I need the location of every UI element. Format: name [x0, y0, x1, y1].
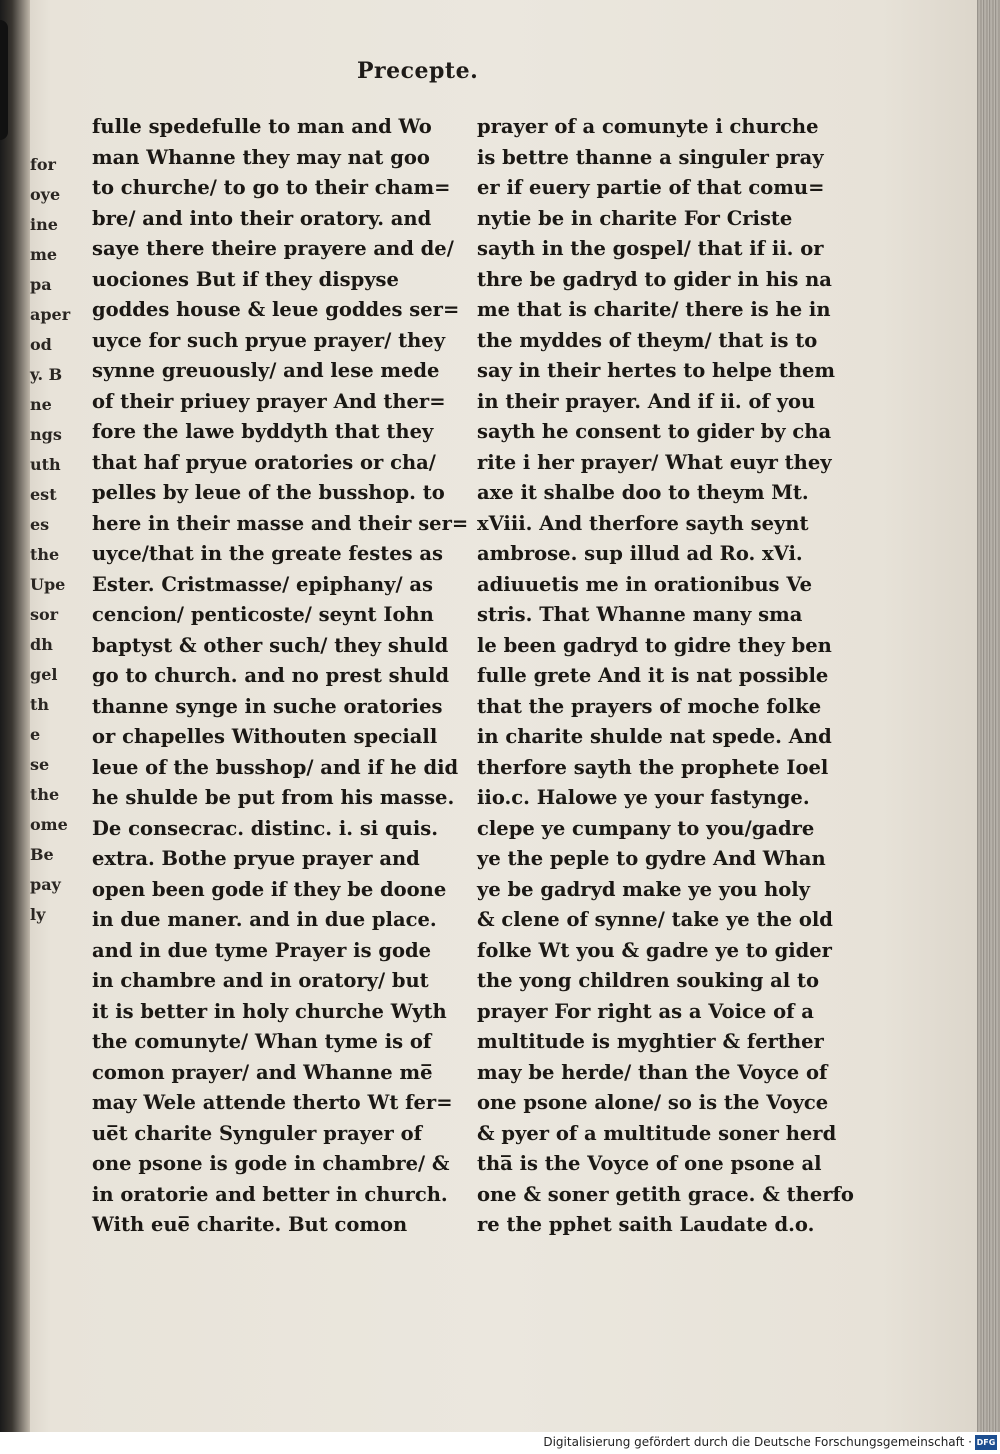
text-line: me that is charite/ there is he in: [477, 298, 831, 321]
text-line: Ester. Cristmasse/ epiphany/ as: [92, 572, 433, 596]
text-line: extra. Bothe pryue prayer and: [92, 847, 420, 870]
footer-bar: [0, 1432, 1000, 1454]
text-line: fulle spedefulle to man and Wo: [92, 115, 432, 138]
binding-shadow: [0, 20, 8, 140]
text-line: say in their hertes to helpe them: [477, 359, 836, 382]
text-line: one psone is gode in chambre/ &: [92, 1152, 450, 1175]
bleed-fragment: es: [30, 515, 50, 534]
text-line: ye be gadryd make ye you holy: [477, 877, 811, 901]
text-line: xViii. And therfore sayth seynt: [477, 511, 809, 535]
text-line: bre/ and into their oratory. and: [92, 206, 432, 230]
text-line: tha̅ is the Voyce of one psone al: [477, 1152, 822, 1175]
text-line: cencion/ penticoste/ seynt Iohn: [92, 603, 434, 626]
bleed-fragment: oye: [30, 185, 61, 204]
bleed-fragment: gel: [30, 665, 58, 684]
text-line: in due maner. and in due place.: [92, 908, 437, 931]
text-line: De consecrac. distinc. i. si quis.: [92, 816, 438, 840]
text-line: go to church. and no prest shuld: [92, 664, 450, 687]
book-page: [22, 0, 977, 1432]
text-line: prayer For right as a Voice of a: [477, 999, 814, 1023]
bleed-fragment: est: [30, 485, 57, 504]
text-line: comon prayer/ and Whanne me̅: [92, 1060, 433, 1084]
text-line: man Whanne they may nat goo: [92, 145, 430, 169]
text-line: re the pphet saith Laudate d.o.: [477, 1213, 815, 1236]
text-line: adiuuetis me in orationibus Ve: [477, 572, 813, 596]
bleed-fragment: ome: [30, 815, 68, 834]
text-line: thanne synge in suche oratories: [92, 694, 443, 718]
text-line: it is better in holy churche Wyth: [92, 999, 447, 1023]
facing-page-bleed: [30, 150, 71, 930]
text-line: uyce/that in the greate festes as: [92, 542, 443, 565]
text-line: of their priuey prayer And ther=: [92, 389, 446, 413]
text-column-right: [477, 112, 857, 1241]
bleed-fragment: me: [30, 245, 58, 264]
text-column-left: [92, 112, 472, 1241]
text-line: le been gadryd to gidre they ben: [477, 633, 832, 657]
bleed-fragment: sor: [30, 605, 59, 624]
bleed-fragment: ngs: [30, 425, 62, 444]
bleed-fragment: y. B: [30, 365, 63, 384]
text-line: the myddes of theym/ that is to: [477, 328, 818, 352]
text-line: and in due tyme Prayer is gode: [92, 938, 432, 962]
text-line: er if euery partie of that comu=: [477, 176, 825, 199]
text-line: rite i her prayer/ What euyr they: [477, 450, 832, 474]
bleed-fragment: uth: [30, 455, 61, 474]
text-line: uociones But if they dispyse: [92, 267, 399, 291]
bleed-fragment: pa: [30, 275, 52, 294]
text-line: goddes house & leue goddes ser=: [92, 298, 460, 321]
text-line: With eue̅ charite. But comon: [92, 1213, 408, 1236]
text-line: ambrose. sup illud ad Ro. xVi.: [477, 542, 803, 565]
text-line: that the prayers of moche folke: [477, 694, 822, 718]
text-line: fulle grete And it is nat possible: [477, 664, 829, 687]
text-line: in oratorie and better in church.: [92, 1182, 448, 1206]
text-line: he shulde be put from his masse.: [92, 786, 455, 809]
footer-credit: Digitalisierung gefördert durch die Deutsche Forschungsgemeinschaft ·: [543, 1435, 972, 1449]
text-line: in charite shulde nat spede. And: [477, 725, 832, 748]
text-line: multitude is myghtier & ferther: [477, 1030, 824, 1053]
bleed-fragment: e: [30, 725, 41, 744]
text-line: here in their masse and their ser=: [92, 511, 469, 535]
bleed-fragment: for: [30, 155, 56, 174]
bleed-fragment: aper: [30, 305, 71, 324]
text-line: the comunyte/ Whan tyme is of: [92, 1030, 432, 1053]
bleed-fragment: ly: [30, 905, 46, 924]
text-line: uyce for such pryue prayer/ they: [92, 328, 446, 352]
text-line: axe it shalbe doo to theym Mt.: [477, 481, 809, 504]
text-line: that haf pryue oratories or cha/: [92, 450, 436, 474]
text-line: pelles by leue of the busshop. to: [92, 481, 445, 504]
text-line: open been gode if they be doone: [92, 877, 447, 901]
bleed-fragment: od: [30, 335, 52, 354]
text-line: baptyst & other such/ they shuld: [92, 633, 449, 657]
text-line: stris. That Whanne many sma: [477, 603, 803, 626]
bleed-fragment: Be: [30, 845, 54, 864]
page-block-edge: [977, 0, 1000, 1432]
bleed-fragment: th: [30, 695, 50, 714]
text-line: may Wele attende therto Wt fer=: [92, 1091, 453, 1114]
text-line: synne greuously/ and lese mede: [92, 359, 440, 382]
text-line: in their prayer. And if ii. of you: [477, 389, 816, 413]
text-line: therfore sayth the prophete Ioel: [477, 755, 829, 779]
text-line: ye the peple to gydre And Whan: [477, 847, 826, 870]
bleed-fragment: dh: [30, 635, 53, 654]
text-line: saye there theire prayere and de/: [92, 237, 454, 260]
text-line: iio.c. Halowe ye your fastynge.: [477, 786, 810, 809]
text-line: thre be gadryd to gider in his na: [477, 267, 832, 291]
text-line: nytie be in charite For Criste: [477, 206, 793, 230]
bleed-fragment: the: [30, 785, 60, 804]
text-line: the yong children souking al to: [477, 969, 819, 992]
text-line: is bettre thanne a singuler pray: [477, 145, 824, 169]
text-line: & pyer of a multitude soner herd: [477, 1121, 837, 1145]
text-line: one psone alone/ so is the Voyce: [477, 1091, 829, 1114]
bleed-fragment: pay: [30, 875, 61, 894]
running-head: Precepte.: [357, 58, 479, 84]
text-line: leue of the busshop/ and if he did: [92, 755, 459, 779]
text-line: fore the lawe byddyth that they: [92, 420, 434, 443]
bleed-fragment: ine: [30, 215, 58, 234]
text-line: or chapelles Withouten speciall: [92, 725, 438, 748]
text-line: one & soner getith grace. & therfo: [477, 1182, 854, 1206]
text-line: may be herde/ than the Voyce of: [477, 1060, 828, 1084]
text-line: in chambre and in oratory/ but: [92, 969, 429, 992]
text-line: ue̅t charite Synguler prayer of: [92, 1121, 422, 1145]
bleed-fragment: ne: [30, 395, 52, 414]
text-line: prayer of a comunyte i churche: [477, 115, 819, 138]
text-line: to churche/ to go to their cham=: [92, 176, 451, 199]
text-line: sayth in the gospel/ that if ii. or: [477, 237, 824, 260]
text-line: clepe ye cumpany to you/gadre: [477, 816, 815, 840]
text-line: folke Wt you & gadre ye to gider: [477, 938, 832, 962]
text-line: & clene of synne/ take ye the old: [477, 908, 833, 931]
binding-edge: [0, 0, 30, 1432]
bleed-fragment: the: [30, 545, 60, 564]
bleed-fragment: se: [30, 755, 50, 774]
text-line: sayth he consent to gider by cha: [477, 420, 832, 443]
bleed-fragment: Upe: [30, 575, 66, 594]
dfg-logo-icon: DFG: [975, 1435, 997, 1450]
